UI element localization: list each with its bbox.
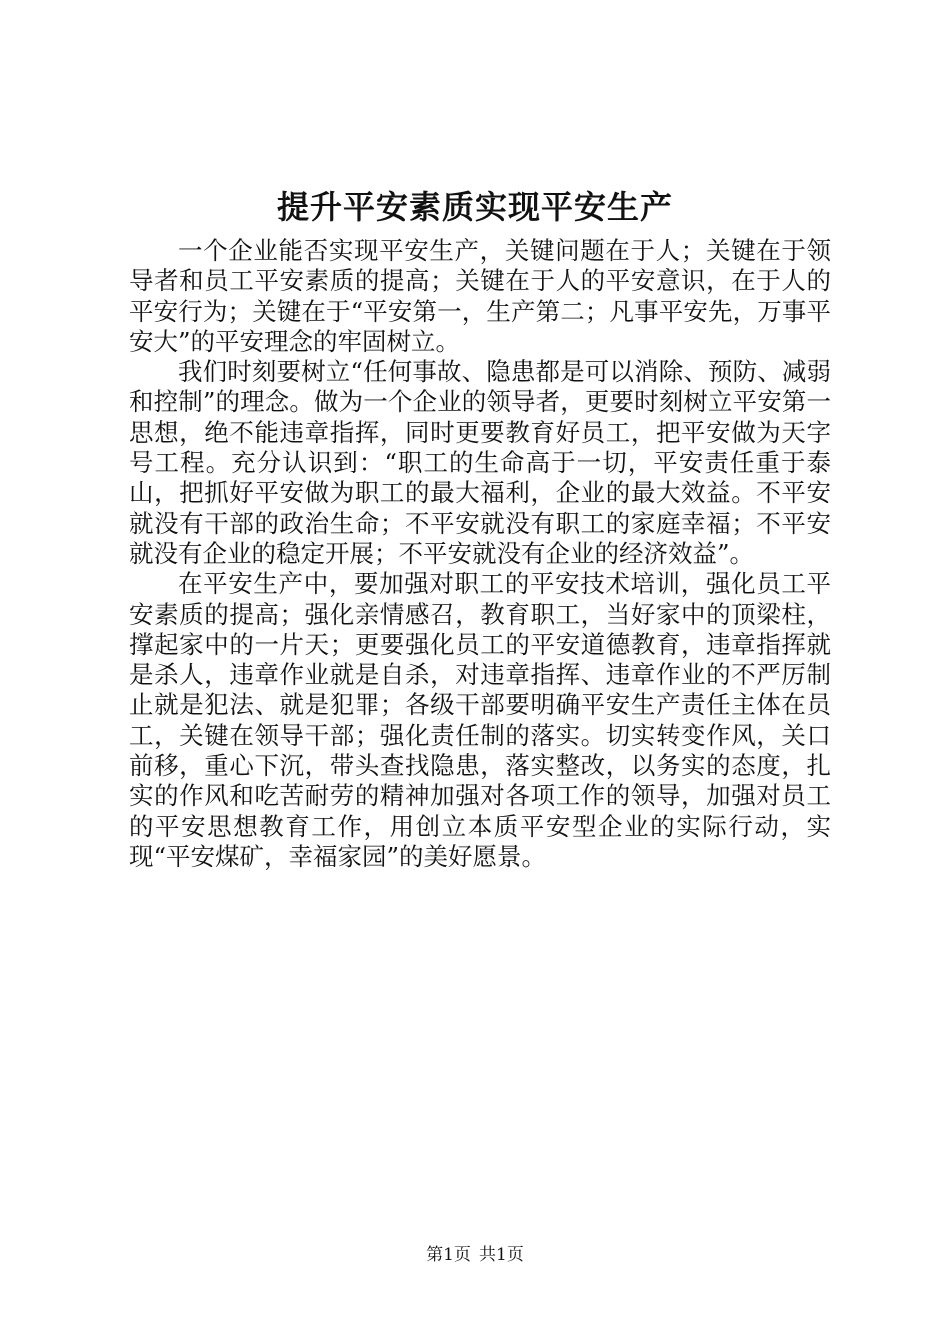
page-footer (0, 1243, 950, 1267)
paragraph-3: 在平安生产中，要加强对职工的平安技术培训，强化员工平安素质的提高；强化亲情感召，教育职工，当好家中的顶梁柱，撑起家中的一片天；更要强化员工的平安道德教育，违章指挥就是杀人，违章作业就是自杀，对违章指挥、违章作业的不严厉制止就是犯法、就是犯罪；各级干部要明确平安生产责任主体在员工，关键在领导干部；强化责任制的落实。切实转变作风，关口前移，重心下沉，带头查找隐患，落实整改，以务实的态度，扎实的作风和吃苦耐劳的精神加强对各项工作的领导，加强对员工的平安思想教育工作，用创立本质平安型企业的实际行动，实现“平安煤矿，幸福家园”的美好愿景。 (129, 569, 831, 871)
paragraph-1: 一个企业能否实现平安生产，关键问题在于人；关键在于领导者和员工平安素质的提高；关键在于人的平安意识，在于人的平安行为；关键在于“平安第一，生产第二；凡事平安先，万事平安大”的平安理念的牢固树立。 (129, 236, 831, 356)
document-title: 提升平安素质实现平安生产 (276, 188, 673, 226)
page-number-current: 第1页 (426, 1245, 471, 1265)
document-body (129, 236, 831, 872)
page-number-total: 共1页 (479, 1245, 524, 1265)
paragraph-2: 我们时刻要树立“任何事故、隐患都是可以消除、预防、减弱和控制”的理念。做为一个企业的领导者，更要时刻树立平安第一思想，绝不能违章指挥，同时更要教育好员工，把平安做为天字号工程。充分认识到：“职工的生命高于一切，平安责任重于泰山，把抓好平安做为职工的最大福利，企业的最大效益。不平安就没有干部的政治生命；不平安就没有职工的家庭幸福；不平安就没有企业的稳定开展；不平安就没有企业的经济效益”。 (129, 357, 831, 568)
